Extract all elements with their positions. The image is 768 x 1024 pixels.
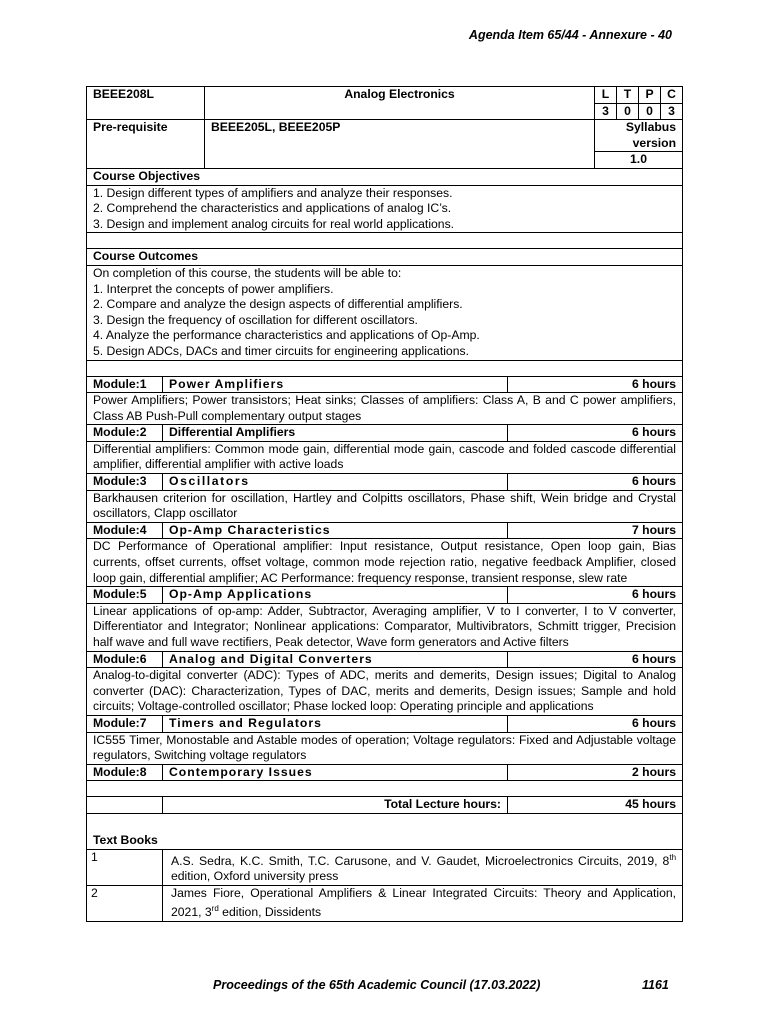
module-hours: 6 hours <box>508 715 683 732</box>
textbook-row <box>87 885 683 921</box>
module-hours: 6 hours <box>508 425 683 442</box>
module-name: Op-Amp Characteristics <box>163 522 508 539</box>
course-code: BEEE208L <box>87 87 205 104</box>
ltpc-value-t: 0 <box>617 103 639 120</box>
proceedings-footer: Proceedings of the 65th Academic Council (17.03.2022) <box>213 978 541 992</box>
total-label: Total Lecture hours: <box>163 797 508 814</box>
ltpc-value-l: 3 <box>595 103 617 120</box>
prerequisite-value: BEEE205L, BEEE205P <box>205 120 595 152</box>
module-content: Barkhausen criterion for oscillation, Hartley and Colpitts oscillators, Phase shift, Wein bridge and Crystal oscillators, Clapp oscillator <box>87 490 683 522</box>
outcome-item: 1. Interpret the concepts of power amplifiers. <box>93 281 334 296</box>
module-name: Op-Amp Applications <box>163 587 508 604</box>
agenda-header: Agenda Item 65/44 - Annexure - 40 <box>468 28 672 42</box>
outcomes-intro: On completion of this course, the students will be able to: <box>93 265 402 280</box>
syllabus-version-value: 1.0 <box>595 152 683 169</box>
outcomes-heading: Course Outcomes <box>87 249 683 266</box>
course-title: Analog Electronics <box>205 87 595 104</box>
module-content: IC555 Timer, Monostable and Astable modes of operation; Voltage regulators: Fixed and Adjustable voltage regulators, Switching voltage regulators <box>87 732 683 764</box>
module-label: Module:8 <box>87 764 163 781</box>
module-header-row <box>87 474 683 491</box>
textbook-row <box>87 849 683 885</box>
outcome-item: 2. Compare and analyze the design aspects of differential amplifiers. <box>93 297 463 312</box>
module-name: Differential Amplifiers <box>163 425 508 442</box>
ltpc-label-p: P <box>639 87 661 104</box>
ltpc-value-c: 3 <box>661 103 683 120</box>
objectives-list <box>87 185 683 233</box>
ltpc-label-t: T <box>617 87 639 104</box>
module-content: Power Amplifiers; Power transistors; Heat sinks; Classes of amplifiers: Class A, B and C power amplifiers, Class AB Push-Pull complementary output stages <box>87 393 683 425</box>
module-name: Power Amplifiers <box>163 376 508 393</box>
module-content: Differential amplifiers: Common mode gain, differential mode gain, cascode and folded cascode differential amplifier, differential amplifier with active loads <box>87 441 683 473</box>
module-name: Oscillators <box>163 474 508 491</box>
module-header-row <box>87 764 683 781</box>
module-header-row <box>87 587 683 604</box>
module-hours: 6 hours <box>508 474 683 491</box>
syllabus-document <box>86 86 682 922</box>
module-header-row <box>87 651 683 668</box>
outcome-item: 3. Design the frequency of oscillation for different oscillators. <box>93 312 418 327</box>
textbook-number: 2 <box>87 885 163 921</box>
textbook-edition-suffix: rd <box>211 904 219 914</box>
textbook-number: 1 <box>87 849 163 885</box>
objective-item: 3. Design and implement analog circuits for real world applications. <box>93 216 455 231</box>
module-label: Module:3 <box>87 474 163 491</box>
module-label: Module:7 <box>87 715 163 732</box>
page-number: 1161 <box>642 978 669 992</box>
module-hours: 6 hours <box>508 587 683 604</box>
ltpc-value-p: 0 <box>639 103 661 120</box>
syllabus-version-label: Syllabus version <box>595 120 683 152</box>
textbook-text: James Fiore, Operational Amplifiers & Linear Integrated Circuits: Theory and Application, 2021, 3 <box>171 885 677 920</box>
module-hours: 6 hours <box>508 376 683 393</box>
textbook-entry <box>163 849 683 885</box>
outcome-item: 5. Design ADCs, DACs and timer circuits for engineering applications. <box>93 343 469 358</box>
module-label: Module:4 <box>87 522 163 539</box>
module-hours: 6 hours <box>508 651 683 668</box>
total-value: 45 hours <box>508 797 683 814</box>
module-content: DC Performance of Operational amplifier: Input resistance, Output resistance, Open loop gain, Bias currents, offset currents, offset voltage, common mode rejection ratio, negative feedback Amplifier, closed loop gain, differential amplifier; AC Performance: frequency response, transient response, slew rate <box>87 539 683 587</box>
module-label: Module:5 <box>87 587 163 604</box>
objective-item: 2. Comprehend the characteristics and applications of analog IC’s. <box>93 201 452 216</box>
objectives-heading: Course Objectives <box>87 168 683 185</box>
ltpc-label-l: L <box>595 87 617 104</box>
module-header-row <box>87 522 683 539</box>
module-hours: 7 hours <box>508 522 683 539</box>
module-header-row <box>87 376 683 393</box>
outcomes-list <box>87 265 683 360</box>
textbook-text: A.S. Sedra, K.C. Smith, T.C. Carusone, and V. Gaudet, Microelectronics Circuits, 2019, 8 <box>171 853 670 868</box>
module-name: Analog and Digital Converters <box>163 651 508 668</box>
outcome-item: 4. Analyze the performance characteristics and applications of Op-Amp. <box>93 328 480 343</box>
objective-item: 1. Design different types of amplifiers and analyze their responses. <box>93 185 453 200</box>
textbooks-heading: Text Books <box>87 829 683 849</box>
module-header-row <box>87 715 683 732</box>
textbook-entry <box>163 885 683 921</box>
textbook-publisher: edition, Oxford university press <box>171 869 339 884</box>
textbook-edition-suffix: th <box>669 852 677 862</box>
module-content: Analog-to-digital converter (ADC): Types of ADC, merits and demerits, Design issues; Digital to Analog converter (DAC): Characterization, Types of DAC, merits and demerits, Design issues; Sample and hold circuits; Voltage-controlled oscillator; Phase locked loop: Operating principle and applications <box>87 668 683 716</box>
syllabus-table <box>86 86 683 922</box>
ltpc-label-c: C <box>661 87 683 104</box>
module-label: Module:1 <box>87 376 163 393</box>
module-name: Timers and Regulators <box>163 715 508 732</box>
module-header-row <box>87 425 683 442</box>
prerequisite-label: Pre-requisite <box>87 120 205 152</box>
module-name: Contemporary Issues <box>163 764 508 781</box>
module-content: Linear applications of op-amp: Adder, Subtractor, Averaging amplifier, V to I converter, I to V converter, Differentiator and Integrator; Nonlinear applications: Comparator, Multivibrators, Schmitt trigger, Precision half wave and full wave rectifiers, Peak detector, Wave form generators and Active filters <box>87 603 683 651</box>
module-label: Module:6 <box>87 651 163 668</box>
total-row <box>87 797 683 814</box>
textbook-publisher: edition, Dissidents <box>218 905 322 920</box>
module-hours: 2 hours <box>508 764 683 781</box>
module-label: Module:2 <box>87 425 163 442</box>
